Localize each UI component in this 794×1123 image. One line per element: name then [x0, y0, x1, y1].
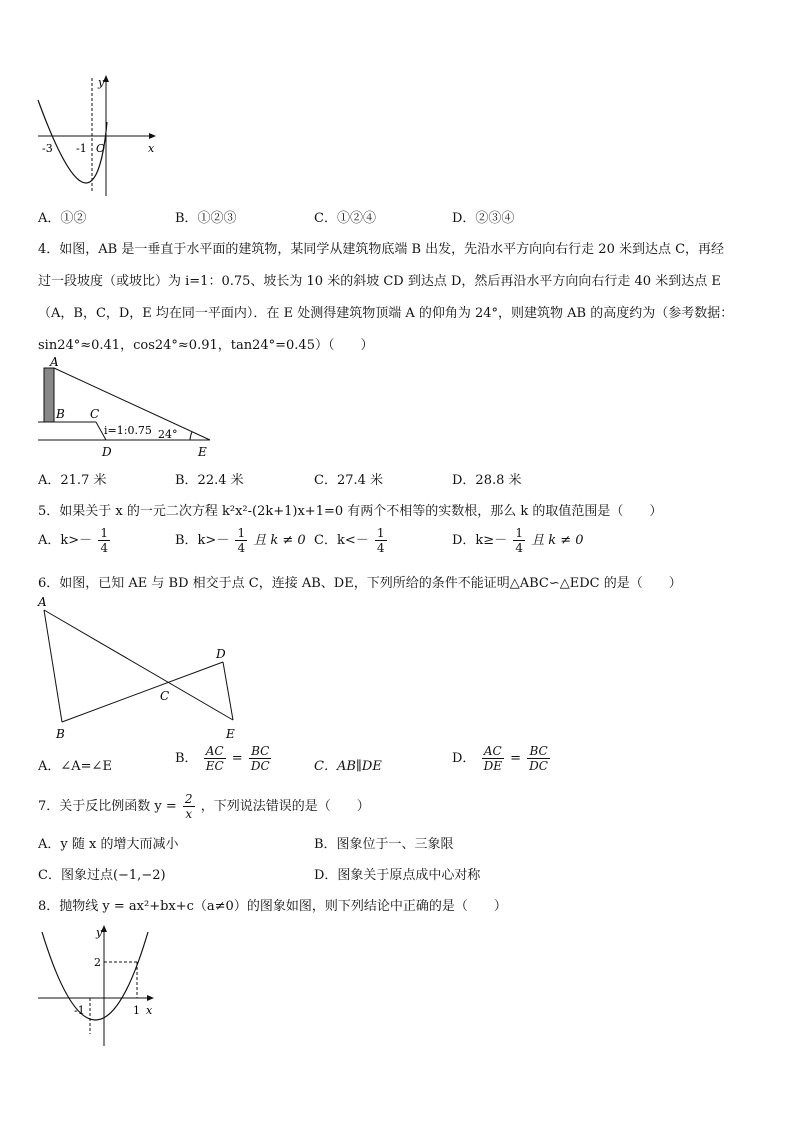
q5-option-b-fraction [235, 526, 247, 555]
q7-option-a: A．y 随 x 的增大而减小 [38, 837, 179, 852]
q7-option-b: B．图象位于一、三象限 [314, 837, 454, 852]
q5-option-c-den: 4 [376, 541, 385, 555]
q5-option-b-den: 4 [237, 541, 246, 555]
q4-label-a: A [50, 355, 59, 369]
q4-label-e: E [198, 445, 207, 459]
q6-option-d-num2: BC [529, 744, 548, 758]
q6-option-a: A．∠A=∠E [38, 759, 112, 774]
q5-option-c-fraction [375, 526, 387, 555]
q6-label-b: B [56, 727, 65, 741]
q6-triangles-figure [30, 592, 250, 742]
q6-option-c: C．AB∥DE [314, 759, 382, 774]
q4-text-line2: 过一段坡度（或坡比）为 i=1：0.75、坡长为 10 米的斜坡 CD 到达点 D，然后再沿水平方向向右行走 40 米到达点 E [38, 274, 721, 289]
q7-frac-num: 2 [184, 792, 193, 806]
q3-parabola-figure [34, 72, 164, 202]
q5-option-d-suffix: 且 k ≠ 0 [531, 533, 584, 548]
q5-option-d-label: D．k≥－ [452, 533, 508, 548]
q3-option-b: B．①②③ [175, 211, 237, 226]
q5-option-c [314, 526, 389, 555]
q8-parabola-figure [34, 922, 164, 1052]
q4-text-line3: （A，B，C，D，E 均在同一平面内）．在 E 处测得建筑物顶端 A 的仰角为 24°，则建筑物 AB 的高度约为（参考数据： [38, 306, 734, 321]
q8-x-label: x [146, 1004, 153, 1017]
q6-option-b-equals: = [231, 751, 243, 766]
q4-option-d: D．28.8 米 [452, 473, 522, 488]
q8-tick-1: 1 [133, 1004, 140, 1017]
q6-option-b-label: B． [175, 751, 198, 766]
q8-y-label: y [96, 926, 103, 939]
q6-option-d-num1: AC [483, 744, 502, 758]
q6-option-d-frac2 [527, 744, 550, 773]
q4-label-d: D [102, 445, 112, 459]
q5-option-d-den: 4 [515, 541, 523, 555]
q8-tick-minus1: -1 [74, 1004, 85, 1017]
q6-label-d: D [216, 647, 226, 661]
q3-option-c: C．①②④ [314, 211, 376, 226]
q6-option-d [452, 744, 552, 773]
q3-tick-minus3: -3 [42, 142, 53, 155]
q4-angle-label: 24° [158, 428, 178, 441]
q7-text [38, 792, 370, 821]
q4-text-line1: 4．如图，AB 是一垂直于水平面的建筑物，某同学从建筑物底端 B 出发，先沿水平方向向右行走 20 米到达点 C，再经 [38, 242, 725, 257]
q5-option-b-suffix: 且 k ≠ 0 [253, 533, 306, 548]
q7-text-post: ，下列说法错误的是（ ） [200, 799, 370, 814]
q6-option-d-frac1 [482, 744, 504, 773]
q5-option-a [38, 526, 112, 555]
q6-option-b-den2: DC [250, 759, 270, 773]
q6-option-b [175, 744, 274, 773]
q5-option-a-label: A．k>－ [38, 533, 93, 548]
q5-option-b-num: 1 [237, 526, 246, 540]
q3-option-a: A．①② [38, 211, 87, 226]
q6-label-c: C [160, 689, 170, 703]
q4-text-line4: sin24°≈0.41，cos24°≈0.91，tan24°=0.45）（ ） [38, 338, 374, 353]
q4-label-c: C [90, 407, 100, 421]
q6-label-e: E [226, 727, 235, 741]
q5-option-a-fraction [98, 526, 110, 555]
q6-label-a: A [38, 595, 47, 609]
q5-option-d [452, 526, 584, 555]
q5-text: 5．如果关于 x 的一元二次方程 k²x²-(2k+1)x+1=0 有两个不相等的实数根，那么 k 的取值范围是（ ） [38, 504, 663, 519]
q6-option-b-num2: BC [251, 744, 270, 758]
q4-option-a: A．21.7 米 [38, 473, 107, 488]
q3-origin-label: O [96, 142, 106, 155]
q6-text: 6．如图，已知 AE 与 BD 相交于点 C，连接 AB、DE，下列所给的条件不能证明△ABC∽△EDC 的是（ ） [38, 576, 682, 591]
q5-option-d-fraction [513, 526, 525, 555]
q5-option-b-label: B．k>－ [175, 533, 230, 548]
q5-option-a-den: 4 [100, 541, 108, 555]
q7-option-d: D．图象关于原点成中心对称 [314, 868, 481, 883]
q8-tick-2: 2 [94, 956, 101, 969]
q5-option-c-num: 1 [376, 526, 385, 540]
q7-option-c: C．图象过点(−1,−2) [38, 868, 166, 883]
q4-slope-label: i=1:0.75 [104, 424, 152, 437]
q6-option-b-den1: EC [205, 759, 224, 773]
q5-option-d-num: 1 [515, 526, 523, 540]
q6-option-d-label: D． [452, 751, 476, 766]
q4-option-b: B．22.4 米 [175, 473, 244, 488]
q3-x-label: x [148, 142, 155, 155]
q5-option-b [175, 526, 306, 555]
q7-text-pre: 7．关于反比例函数 y = [38, 799, 177, 814]
q6-option-b-frac1 [204, 744, 226, 773]
q6-option-b-num1: AC [205, 744, 224, 758]
q7-frac-den: x [185, 807, 193, 821]
q6-option-d-den1: DE [483, 759, 502, 773]
q5-option-a-num: 1 [100, 526, 108, 540]
q4-building-figure [34, 354, 224, 460]
q8-text: 8．抛物线 y = ax²+bx+c（a≠0）的图象如图，则下列结论中正确的是（ ） [38, 899, 507, 914]
q4-option-c: C．27.4 米 [314, 473, 384, 488]
q6-option-d-den2: DC [529, 759, 548, 773]
q3-y-label: y [98, 76, 105, 89]
q7-fraction [183, 792, 195, 821]
q3-option-d: D．②③④ [452, 211, 515, 226]
q5-option-c-label: C．k<－ [314, 533, 369, 548]
q6-option-b-frac2 [249, 744, 272, 773]
q6-option-d-equals: = [510, 751, 522, 766]
q4-label-b: B [56, 407, 65, 421]
q3-tick-minus1: -1 [76, 142, 87, 155]
